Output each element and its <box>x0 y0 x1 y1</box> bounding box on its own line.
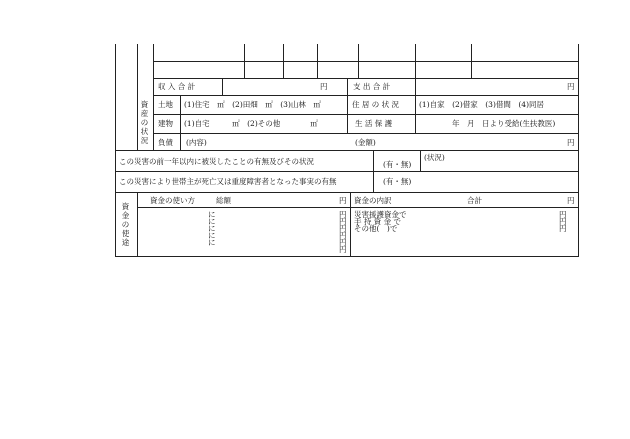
protection-text: 年 月 日より受給(生扶教医) <box>452 119 556 128</box>
funds-usage-line: に <box>208 238 216 247</box>
funds-usage-line: に <box>208 210 216 219</box>
history-status-divider <box>420 150 421 171</box>
building-top-line <box>153 114 578 115</box>
land-label: 土地 <box>158 100 173 109</box>
disaster-history-question: この災害の前一年以内に被災したことの有無及びその状況 <box>119 157 314 166</box>
head-death-top-line <box>115 171 579 172</box>
funds-usage-yen: 円 <box>339 217 347 226</box>
funds-middle-divider <box>350 192 351 257</box>
funds-breakdown-line: 災害援護資金で <box>354 210 407 219</box>
protection-label: 生 活 保 護 <box>355 119 393 128</box>
grid-row-line-1 <box>153 61 578 62</box>
funds-header-line <box>137 207 578 208</box>
disaster-history-answer: (有・無) <box>383 160 412 169</box>
inner-column-border <box>137 44 138 150</box>
debt-top-line <box>153 133 578 134</box>
income-top-line <box>153 78 578 79</box>
funds-usage-header: 資金の使い方 <box>150 196 195 205</box>
building-label: 建物 <box>158 119 173 128</box>
funds-top-line <box>115 192 579 193</box>
income-total-label: 収 入 合 計 <box>158 82 196 91</box>
building-items: (1)自宅 ㎡ (2)その他 ㎡ <box>184 119 318 128</box>
funds-breakdown-line: 手 持 資 金 で <box>354 217 402 226</box>
funds-usage-line: に <box>208 217 216 226</box>
funds-breakdown-line: その他( )で <box>354 224 398 233</box>
land-top-line <box>153 95 578 96</box>
funds-total-yen: 円 <box>339 196 347 205</box>
head-death-question: この災害により世帯主が死亡又は重度障害者となった事実の有無 <box>119 177 337 186</box>
funds-total-header: 総額 <box>216 196 231 205</box>
funds-usage-yen: 円 <box>339 238 347 247</box>
funds-label-border <box>137 192 138 257</box>
debt-label: 負債 <box>158 138 173 147</box>
disaster-history-status-label: (状況) <box>424 153 445 162</box>
funds-section-label: 資金の使途 <box>121 202 130 247</box>
income-label-divider <box>222 78 223 95</box>
debt-amount: (金額) <box>355 138 376 147</box>
funds-usage-yen: 円 <box>339 210 347 219</box>
expense-total-yen: 円 <box>567 82 575 91</box>
expense-label-divider <box>415 78 416 133</box>
funds-breakdown-total-header: 合計 <box>467 196 482 205</box>
assets-section-label: 資産の状況 <box>140 100 149 145</box>
funds-breakdown-yen: 円 <box>559 217 567 226</box>
funds-breakdown-header: 資金の内訳 <box>354 196 392 205</box>
head-death-answer: (有・無) <box>383 177 412 186</box>
land-items: (1)住宅 ㎡ (2)田畑 ㎡ (3)山林 ㎡ <box>184 100 321 109</box>
income-total-yen: 円 <box>320 82 328 91</box>
history-top-line <box>115 150 579 151</box>
funds-usage-yen: 円 <box>339 224 347 233</box>
funds-breakdown-yen: 円 <box>559 224 567 233</box>
housing-options: (1)自家 (2)借家 (3)借間 (4)同居 <box>419 100 544 109</box>
debt-content: (内容) <box>186 138 207 147</box>
funds-usage-yen: 円 <box>339 245 347 254</box>
middle-divider <box>347 78 348 133</box>
funds-usage-yen: 円 <box>339 231 347 240</box>
funds-usage-line: に <box>208 231 216 240</box>
assets-label-border <box>153 44 154 150</box>
expense-total-label: 支 出 合 計 <box>353 82 391 91</box>
land-label-divider <box>180 95 181 150</box>
funds-breakdown-yen: 円 <box>559 210 567 219</box>
funds-total-yen: 円 <box>567 196 575 205</box>
housing-label: 住 居 の 状 況 <box>352 100 400 109</box>
debt-yen: 円 <box>567 138 575 147</box>
funds-usage-line: に <box>208 224 216 233</box>
form-bottom-line <box>115 256 579 257</box>
